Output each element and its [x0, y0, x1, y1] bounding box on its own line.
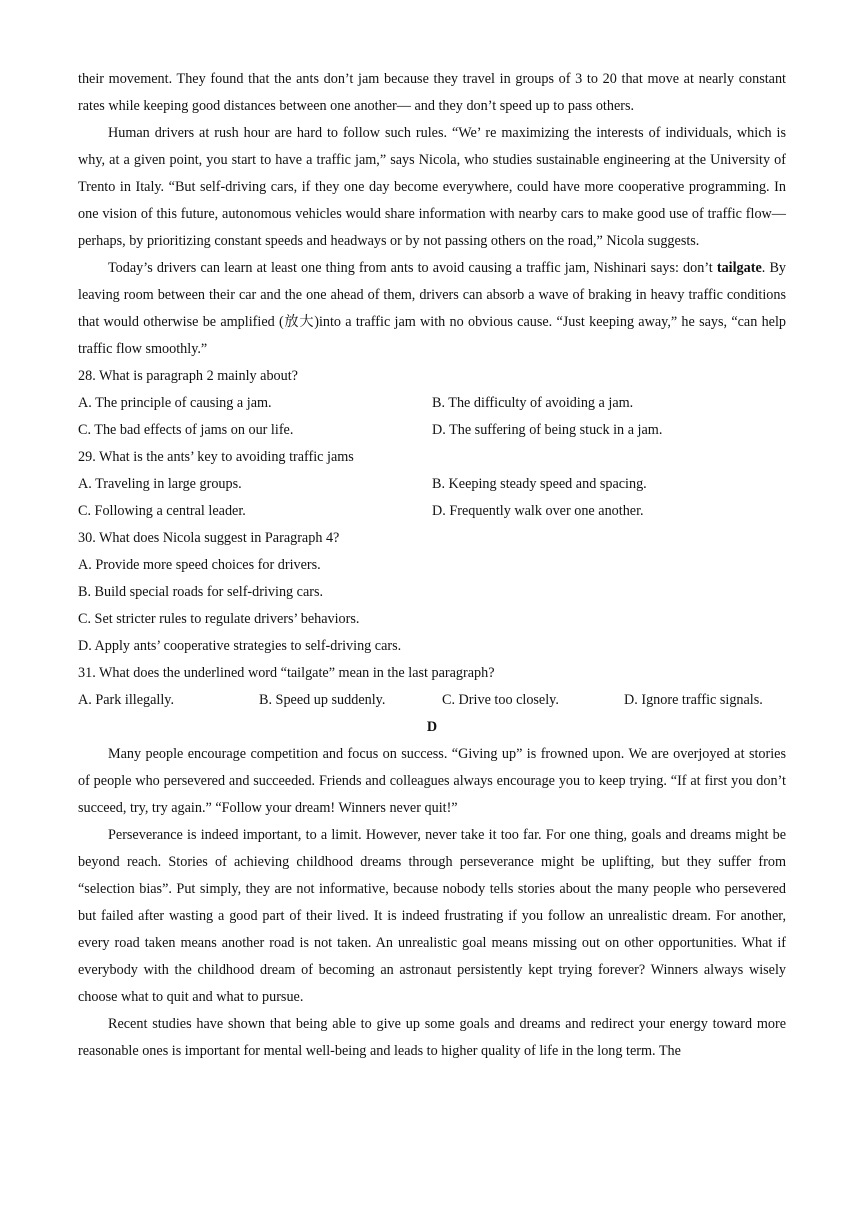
option-d: D. Apply ants’ cooperative strategies to self-driving cars. [78, 638, 402, 654]
question-28-stem: 28. What is paragraph 2 mainly about? [78, 368, 298, 384]
exam-page [78, 66, 786, 1065]
passage-paragraph [78, 255, 786, 363]
option-c: C. The bad effects of jams on our life. [78, 422, 294, 438]
option-a: A. Traveling in large groups. [78, 476, 242, 492]
option-b: B. Speed up suddenly. [259, 692, 386, 708]
option-b: B. The difficulty of avoiding a jam. [432, 395, 634, 411]
option-d: D. Frequently walk over one another. [432, 503, 644, 519]
option-a: A. Park illegally. [78, 692, 175, 708]
question-29-options-row2 [78, 498, 786, 525]
passage-text: Today’s drivers can learn at least one thing from ants to avoid causing a traffic jam, Nishinari says: don’t [108, 260, 717, 276]
option-d: D. The suffering of being stuck in a jam. [432, 422, 663, 438]
question-31-stem: 31. What does the underlined word “tailgate” mean in the last paragraph? [78, 665, 495, 681]
question-28-options-row1 [78, 390, 786, 417]
question-29-stem: 29. What is the ants’ key to avoiding traffic jams [78, 449, 354, 465]
option-c: C. Drive too closely. [442, 692, 559, 708]
question-31-options [78, 687, 786, 714]
passage-text: . By leaving room between their car and the one ahead of them, drivers can absorb a wave of braking in heavy traffic conditions that would otherwise be amplified (放大)into a traffic jam with no obvious cause. “Just keeping away,” he says, “can help traffic flow smoothly.” [78, 260, 786, 357]
question-29-options-row1 [78, 471, 786, 498]
passage-paragraph: Recent studies have shown that being able to give up some goals and dreams and redirect your energy toward more reasonable ones is important for mental well-being and leads to higher quality of life in the long term. The [78, 1016, 786, 1059]
passage-paragraph: Perseverance is indeed important, to a limit. However, never take it too far. For one thing, goals and dreams might be beyond reach. Stories of achieving childhood dreams through perseverance might be uplifting, but they suffer from “selection bias”. Put simply, they are not informative, because nobody tells stories about the many people who persevered but failed after wasting a good part of their lived. It is indeed frustrating if you follow an unrealistic dream. For another, every road taken means another road is not taken. An unrealistic goal means missing out on other opportunities. What if everybody with the childhood dream of becoming an astronaut persistently kept trying forever? Winners always wisely choose what to quit and what to pursue. [78, 827, 786, 1005]
option-a: A. The principle of causing a jam. [78, 395, 272, 411]
passage-paragraph: Human drivers at rush hour are hard to follow such rules. “We’ re maximizing the interests of individuals, which is why, at a given point, you start to have a traffic jam,” says Nicola, who studies sustainable engineering at the University of Trento in Italy. “But self-driving cars, if they one day become everywhere, could have more cooperative programming. In one vision of this future, autonomous vehicles would share information with nearby cars to make good use of traffic flow— perhaps, by prioritizing constant speeds and headways or by not passing others on the road,” Nicola suggests. [78, 125, 786, 249]
section-heading: D [426, 719, 438, 735]
passage-paragraph: Many people encourage competition and focus on success. “Giving up” is frowned upon. We are overjoyed at stories of people who persevered and succeeded. Friends and colleagues always encourage you to keep trying. “If at first you don’t succeed, try, try again.” “Follow your dream! Winners never quit!” [78, 746, 786, 816]
option-d: D. Ignore traffic signals. [624, 692, 763, 708]
question-30-stem: 30. What does Nicola suggest in Paragraph 4? [78, 530, 340, 546]
option-a: A. Provide more speed choices for drivers. [78, 557, 321, 573]
option-c: C. Set stricter rules to regulate drivers’ behaviors. [78, 611, 360, 627]
option-b: B. Build special roads for self-driving cars. [78, 584, 324, 600]
option-b: B. Keeping steady speed and spacing. [432, 476, 647, 492]
option-c: C. Following a central leader. [78, 503, 246, 519]
passage-paragraph: their movement. They found that the ants don’t jam because they travel in groups of 3 to 20 that move at nearly constant rates while keeping good distances between one another— and they don’t speed up to pass others. [78, 71, 786, 114]
keyword-tailgate: tailgate [716, 260, 762, 276]
question-28-options-row2 [78, 417, 786, 444]
